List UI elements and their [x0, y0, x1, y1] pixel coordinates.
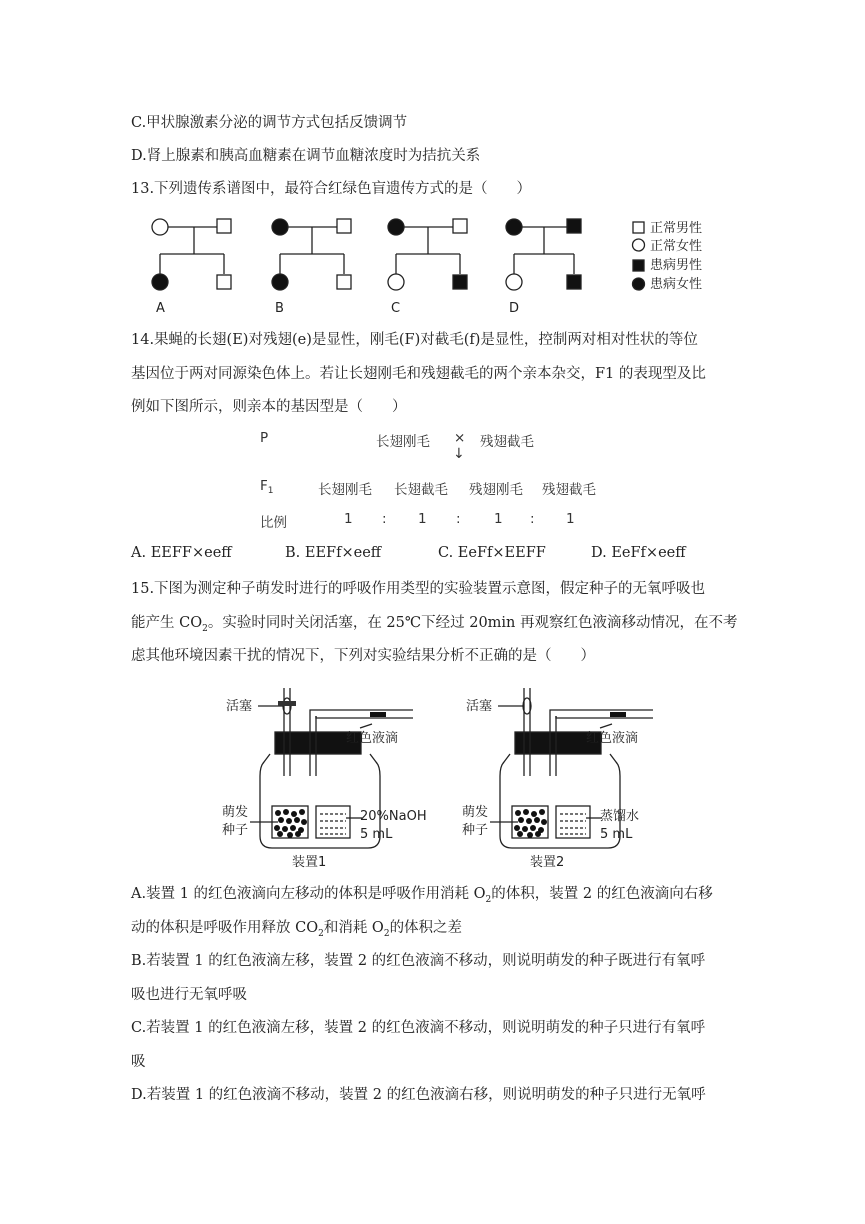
option-c-q12: C.甲状腺激素分泌的调节方式包括反馈调节 [131, 115, 408, 131]
pedigree-label-b: B [275, 301, 284, 316]
cross-p-label: P [260, 430, 269, 446]
q15-option-a-line-1: A.装置 1 的红色液滴向左移动的体积是呼吸作用消耗 $O_2$的体积，装置 2 的红色液滴向右移 [131, 886, 713, 905]
q15-option-b-line-2: 吸也进行无氧呼吸 [131, 987, 247, 1003]
pedigree-b-father [337, 219, 351, 233]
red-drop-label-1: 红色液滴 [346, 731, 399, 746]
cross-f1-label: $F_1$ [260, 478, 274, 496]
stopcock-label-1: 活塞 [226, 699, 253, 714]
pedigree-a-son [217, 275, 231, 289]
f1-type-2: 长翅截毛 [394, 482, 448, 498]
question-14-line-2: 基因位于两对同源染色体上。若让长翅刚毛和残翅截毛的两个亲本杂交，F1 的表现型及比 [131, 366, 706, 382]
question-14-line-3: 例如下图所示，则亲本的基因型是（ ） [131, 399, 407, 415]
question-13: 13.下列遗传系谱图中，最符合红绿色盲遗传方式的是（ ） [131, 181, 532, 197]
question-15-line-2: 能产生 $CO_2$。实验时同时关闭活塞，在 25℃下经过 20min 再观察红色液滴移动情况，在不考 [131, 615, 738, 634]
water-label: 蒸馏水 [600, 809, 640, 824]
f1-type-4: 残翅截毛 [542, 482, 596, 498]
cross-parent-right: 残翅截毛 [480, 434, 534, 450]
legend-normal-female-symbol [633, 239, 645, 251]
stopcock-label-2: 活塞 [466, 699, 493, 714]
pedigree-c-father [453, 219, 467, 233]
pedigree-b-son [337, 275, 351, 289]
pedigree-d-father [567, 219, 581, 233]
pedigree-label-c: C [391, 301, 401, 316]
seed-label-1b: 种子 [222, 823, 249, 838]
f1-type-3: 残翅刚毛 [469, 482, 523, 498]
cross-diagram [258, 425, 638, 535]
naoh-label: 20%NaOH [360, 809, 427, 824]
ratio-sep-1: : [382, 511, 387, 527]
legend-affected-female: 患病女性 [650, 277, 703, 292]
pedigree-a-daughter [152, 274, 168, 290]
pedigree-b-daughter [272, 274, 288, 290]
seed-label-1a: 萌发 [222, 805, 249, 820]
pedigree-c-son [453, 275, 467, 289]
device-2 [490, 688, 653, 848]
f1-type-1: 长翅刚毛 [318, 482, 372, 498]
ratio-sep-2: : [456, 511, 461, 527]
q15-option-c-line-1: C.若装置 1 的红色液滴左移，装置 2 的红色液滴不移动，则说明萌发的种子只进行有氧呼 [131, 1020, 706, 1036]
ratio-3: 1 [494, 511, 503, 527]
q14-option-c: C. EeFf×EEFF [438, 545, 546, 561]
question-15-line-1: 15.下图为测定种子萌发时进行的呼吸作用类型的实验装置示意图，假定种子的无氧呼吸也 [131, 581, 706, 597]
pedigree-figure [140, 212, 730, 322]
apparatus-figure [220, 688, 660, 868]
legend-normal-female: 正常女性 [650, 239, 703, 254]
device-1-name: 装置1 [292, 855, 327, 868]
volume-label-1: 5 mL [360, 827, 393, 842]
ratio-4: 1 [566, 511, 575, 527]
pedigree-label-d: D [509, 301, 520, 316]
pedigree-b-mother [272, 219, 288, 235]
option-d-q12: D.肾上腺素和胰高血糖素在调节血糖浓度时为拮抗关系 [131, 148, 481, 164]
ratio-sep-3: : [530, 511, 535, 527]
pedigree-c-daughter [388, 274, 404, 290]
red-drop-label-2: 红色液滴 [586, 731, 639, 746]
cross-parent-left: 长翅刚毛 [376, 434, 430, 450]
ratio-2: 1 [418, 511, 427, 527]
legend-affected-male-symbol [633, 260, 644, 271]
question-15-line-3: 虑其他环境因素干扰的情况下，下列对实验结果分析不正确的是（ ） [131, 648, 595, 664]
q15-option-c-line-2: 吸 [131, 1054, 146, 1070]
device-1 [250, 688, 413, 848]
seed-label-2a: 萌发 [462, 805, 489, 820]
q15-option-d-line-1: D.若装置 1 的红色液滴不移动，装置 2 的红色液滴右移，则说明萌发的种子只进行无氧呼 [131, 1087, 706, 1103]
legend-affected-female-symbol [633, 278, 645, 290]
device-2-name: 装置2 [530, 855, 565, 868]
pedigree-c-mother [388, 219, 404, 235]
legend-normal-male-symbol [633, 222, 644, 233]
q15-option-b-line-1: B.若装置 1 的红色液滴左移，装置 2 的红色液滴不移动，则说明萌发的种子既进行有氧呼 [131, 953, 706, 969]
q14-option-b: B. EEFf×eeff [285, 545, 382, 561]
q14-option-d: D. EeFf×eeff [591, 545, 686, 561]
pedigree-a-father [217, 219, 231, 233]
question-14-line-1: 14.果蝇的长翅(E)对残翅(e)是显性，刚毛(F)对截毛(f)是显性，控制两对相对性状的等位 [131, 332, 698, 348]
volume-label-2: 5 mL [600, 827, 633, 842]
pedigree-d-mother [506, 219, 522, 235]
seed-label-2b: 种子 [462, 823, 489, 838]
pedigree-d-daughter [506, 274, 522, 290]
legend-affected-male: 患病男性 [650, 258, 703, 273]
q14-option-a: A. EEFF×eeff [131, 545, 232, 561]
pedigree-label-a: A [156, 301, 165, 316]
legend-normal-male: 正常男性 [650, 221, 703, 236]
ratio-label: 比例 [260, 515, 287, 531]
pedigree-a-mother [152, 219, 168, 235]
q15-option-a-line-2: 动的体积是呼吸作用释放 $CO_2$和消耗 $O_2$的体积之差 [131, 920, 463, 939]
ratio-1: 1 [344, 511, 353, 527]
pedigree-d-son [567, 275, 581, 289]
cross-arrow: ↓ [453, 446, 465, 462]
cross-times: × [454, 430, 466, 446]
